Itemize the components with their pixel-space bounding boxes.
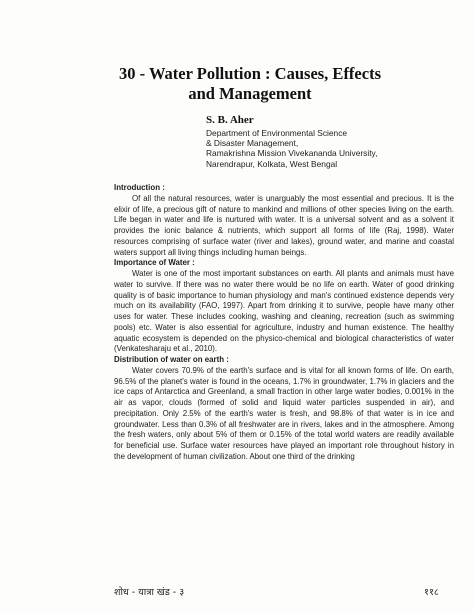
section-heading-distribution: Distribution of water on earth : xyxy=(114,355,229,364)
footer-page-number: ११८ xyxy=(424,587,439,598)
affiliation-line: Narendrapur, Kolkata, West Bengal xyxy=(206,158,338,169)
footer-journal-label: शोध - यात्रा खंड - ३ xyxy=(114,587,185,598)
affiliation-line: Department of Environmental Science xyxy=(206,128,348,138)
section-heading-importance: Importance of Water : xyxy=(114,258,195,268)
affiliation-line: Ramakrishna Mission Vivekananda University, xyxy=(206,148,378,159)
paper-title xyxy=(60,64,440,104)
article-body xyxy=(114,183,454,463)
title-line-1: 30 - Water Pollution : Causes, Effects xyxy=(119,64,381,83)
title-line-2: and Management xyxy=(188,84,312,103)
section-paragraph-importance: Water is one of the most important substances on earth. All plants and animals must have water to survive. If there was no water there would be no life on earth. Water of good drinking quality is of basic importance to human physiology and man's continued existence depends very much on its availability (FAO, 1997). Apart from drinking it to survive, people have many other uses for water. These includes cooking, washing and cleaning, recreation (such as swimming pools) etc. Water is also essential for agriculture, industry and human existence. The healthy aquatic ecosystem is depended on the physico-chemical and biological characteristics of water (Venkatesharaju et al., 2010). xyxy=(114,269,454,354)
section-paragraph-distribution: Water covers 70.9% of the earth's surface and is vital for all known forms of life. On earth, 96.5% of the planet's water is found in the oceans, 1.7% in groundwater, 1.7% in glaciers and the ice caps of Antarctica and Greenland, a small fraction in other large water bodies, 0.001% in the air as vapor, clouds (formed of solid and liquid water particles suspended in air), and precipitation. Only 2.5% of the earth's water is fresh, and 98.8% of that water is in ice and groundwater. Less than 0.3% of all freshwater are in rivers, lakes and in the atmosphere. Among the fresh waters, only about 5% of them or 0.15% of the total world waters are readily available for beneficial use. Surface water resources have played an important role throughout history in the development of human civilization. About one third of the drinking xyxy=(114,365,454,461)
section-heading-introduction: Introduction : xyxy=(114,183,165,192)
author-block xyxy=(206,113,456,169)
section-paragraph-introduction: Of all the natural resources, water is unarguably the most essential and precious. It is the elixir of life, a precious gift of nature to mankind and millions of other species living on the earth. Life began in water and life is nurtured with water. It is a universal solvent and as a solvent it provides the ionic balance & nutrients, which support all forms of life (Raj, 1998). Water resources comprising of surface water (river and lakes), ground water, and marine and coastal waters support all living things including human beings. xyxy=(114,193,454,257)
author-name: S. B. Aher xyxy=(206,114,254,126)
affiliation-line: & Disaster Management, xyxy=(206,138,299,149)
